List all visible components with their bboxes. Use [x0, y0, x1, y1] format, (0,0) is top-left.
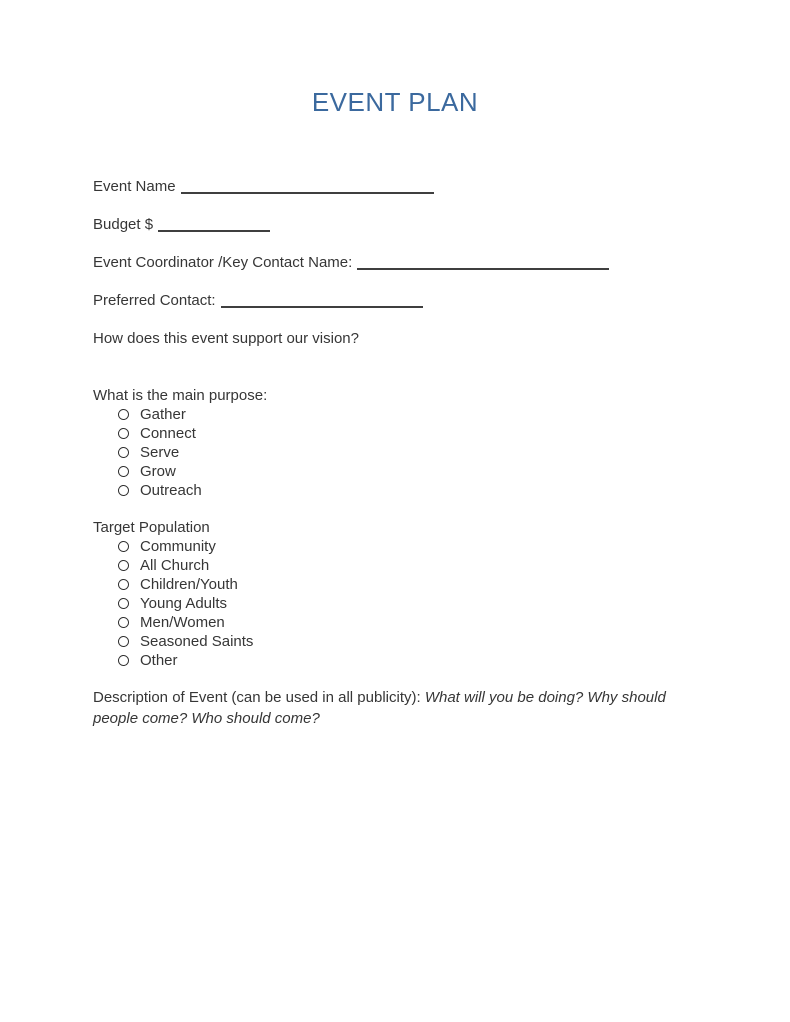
- radio-circle-icon: [117, 654, 129, 666]
- purpose-option-grow[interactable]: [93, 462, 730, 481]
- population-option-other[interactable]: [93, 651, 730, 670]
- field-row-event-name: [93, 177, 730, 196]
- population-option-label: Young Adults: [140, 595, 228, 612]
- population-heading: Target Population: [93, 519, 210, 536]
- budget-label: Budget $: [93, 216, 154, 233]
- purpose-option-label: Grow: [140, 463, 176, 480]
- population-option-children-youth[interactable]: [93, 575, 730, 594]
- purpose-option-label: Connect: [140, 425, 196, 442]
- purpose-option-label: Serve: [140, 444, 180, 461]
- population-option-label: Other: [140, 652, 178, 669]
- purpose-option-gather[interactable]: [93, 405, 730, 424]
- population-option-men-women[interactable]: [93, 613, 730, 632]
- page-title: EVENT PLAN: [311, 87, 479, 117]
- purpose-options-list: [93, 405, 730, 500]
- purpose-heading: What is the main purpose:: [93, 387, 268, 404]
- preferred-contact-blank[interactable]: [221, 295, 423, 308]
- population-option-seasoned-saints[interactable]: [93, 632, 730, 651]
- population-option-label: Community: [140, 538, 216, 555]
- field-row-budget: [93, 215, 730, 234]
- population-option-label: Children/Youth: [140, 576, 238, 593]
- description-prompt-line1: What will you be doing? Why should: [424, 689, 666, 706]
- population-option-all-church[interactable]: [93, 556, 730, 575]
- field-row-coordinator: [93, 253, 730, 272]
- preferred-contact-label: Preferred Contact:: [93, 292, 216, 309]
- radio-circle-icon: [117, 616, 129, 628]
- radio-circle-icon: [117, 597, 129, 609]
- purpose-option-label: Gather: [140, 406, 186, 423]
- purpose-option-label: Outreach: [140, 482, 202, 499]
- radio-circle-icon: [117, 635, 129, 647]
- radio-circle-icon: [117, 446, 129, 458]
- field-row-preferred-contact: [93, 291, 730, 310]
- population-option-young-adults[interactable]: [93, 594, 730, 613]
- event-name-blank[interactable]: [181, 181, 434, 194]
- form-content: [93, 177, 730, 729]
- population-option-label: Men/Women: [140, 614, 225, 631]
- vision-question-label: How does this event support our vision?: [93, 330, 359, 347]
- purpose-option-serve[interactable]: [93, 443, 730, 462]
- population-options-list: [93, 537, 730, 670]
- radio-circle-icon: [117, 578, 129, 590]
- population-option-label: Seasoned Saints: [140, 633, 254, 650]
- radio-circle-icon: [117, 465, 129, 477]
- population-option-label: All Church: [140, 557, 210, 574]
- radio-circle-icon: [117, 427, 129, 439]
- event-name-label: Event Name: [93, 178, 176, 195]
- population-option-community[interactable]: [93, 537, 730, 556]
- budget-blank[interactable]: [158, 219, 270, 232]
- radio-circle-icon: [117, 484, 129, 496]
- radio-circle-icon: [117, 540, 129, 552]
- description-prompt-line2: people come? Who should come?: [93, 710, 320, 727]
- radio-circle-icon: [117, 559, 129, 571]
- vision-question: [93, 329, 730, 348]
- coordinator-label: Event Coordinator /Key Contact Name:: [93, 254, 353, 271]
- description-paragraph: [93, 687, 730, 729]
- purpose-option-connect[interactable]: [93, 424, 730, 443]
- description-label: Description of Event (can be used in all publicity):: [93, 689, 421, 706]
- coordinator-blank[interactable]: [357, 257, 609, 270]
- purpose-option-outreach[interactable]: [93, 481, 730, 500]
- radio-circle-icon: [117, 408, 129, 420]
